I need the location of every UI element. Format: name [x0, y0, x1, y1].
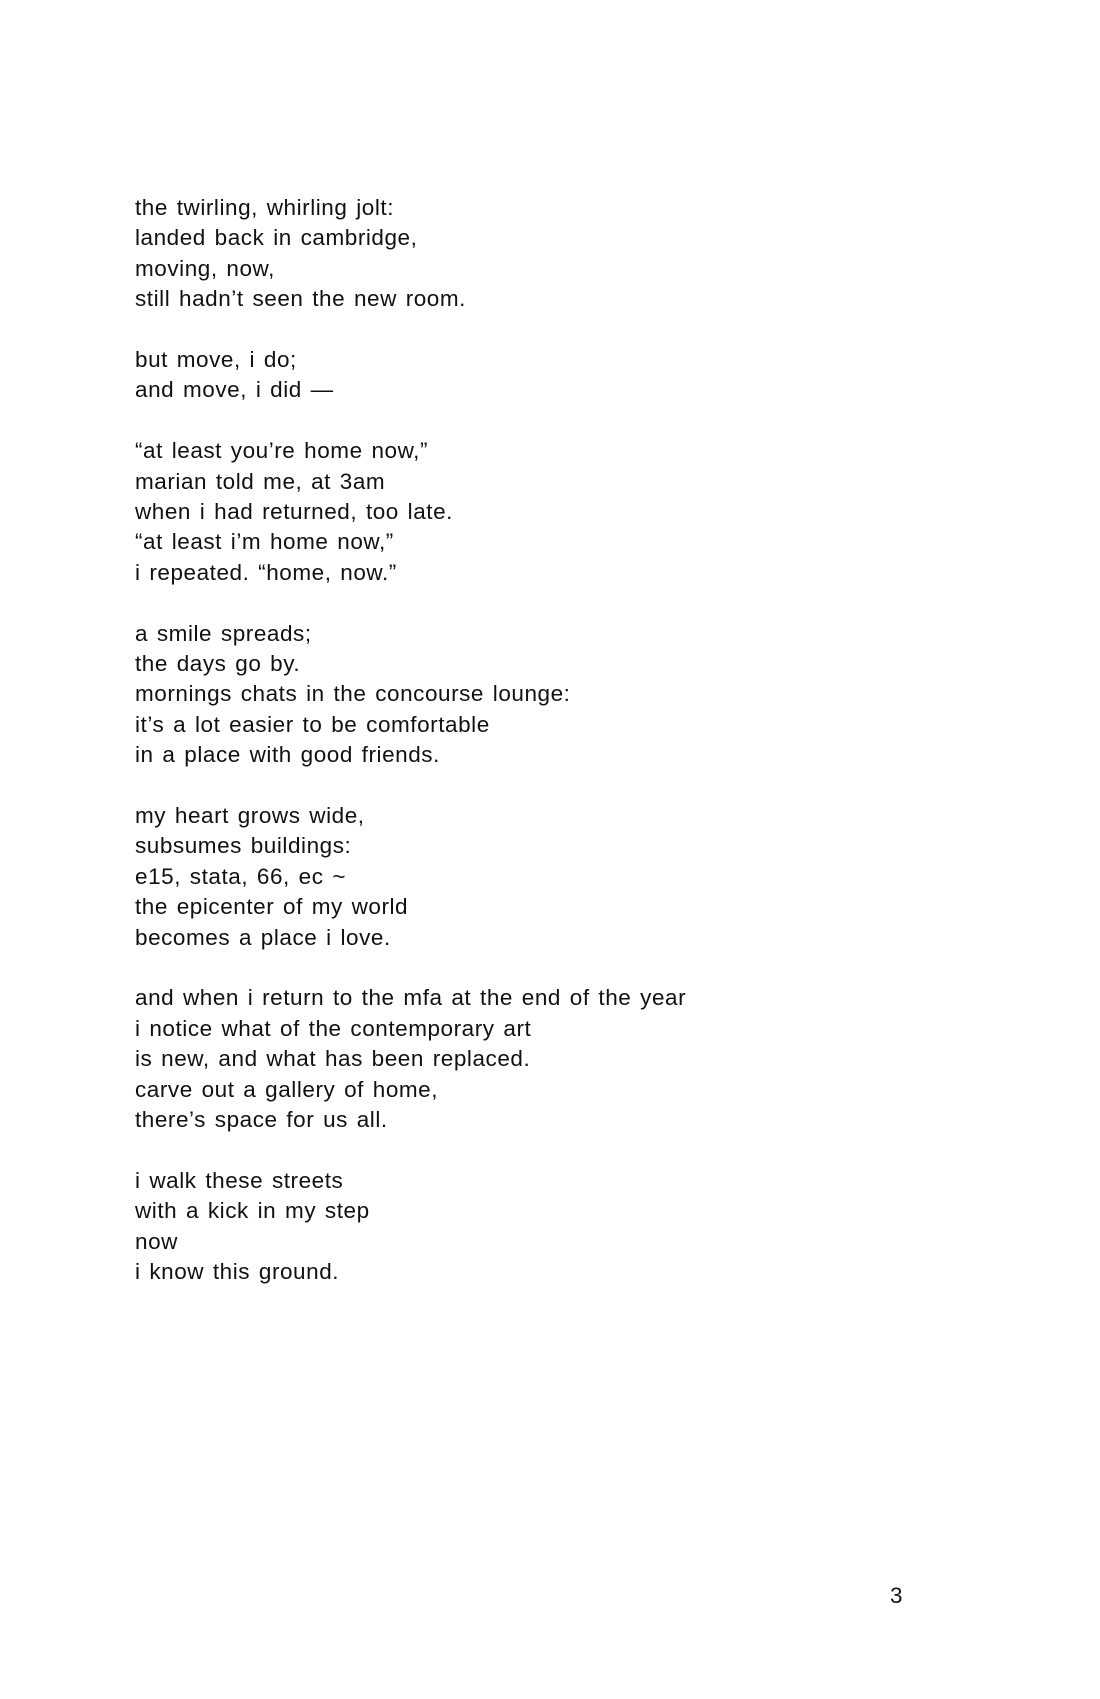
poem-line: a smile spreads; [135, 620, 312, 646]
poem-line: now [135, 1228, 178, 1254]
poem-line: marian told me, at 3am [135, 468, 386, 494]
poem-line: subsumes buildings: [135, 833, 352, 859]
poem-line: moving, now, [135, 255, 275, 281]
stanza-3 [135, 436, 1015, 588]
poem-body [135, 193, 1015, 1288]
poem-line: but move, i do; [135, 347, 297, 373]
poem-line: and when i return to the mfa at the end of the year [135, 985, 687, 1011]
poem-line: “at least i’m home now,” [135, 529, 394, 555]
poem-line: e15, stata, 66, ec ~ [135, 863, 347, 889]
page-number: 3 [890, 1583, 903, 1608]
stanza-2 [135, 345, 1015, 406]
poem-line: becomes a place i love. [135, 924, 391, 950]
poem-line: when i had returned, too late. [135, 499, 453, 525]
stanza-5 [135, 801, 1015, 953]
stanza-6 [135, 983, 1015, 1135]
poem-line: i know this ground. [135, 1259, 340, 1285]
poem-line: with a kick in my step [135, 1198, 370, 1224]
poem-line: the days go by. [135, 651, 301, 677]
poem-line: “at least you’re home now,” [135, 438, 428, 464]
poem-line: i walk these streets [135, 1167, 344, 1193]
poem-line: it’s a lot easier to be comfortable [135, 711, 490, 737]
poem-line: and move, i did — [135, 377, 334, 403]
poem-line: i repeated. “home, now.” [135, 559, 397, 585]
poem-line: mornings chats in the concourse lounge: [135, 681, 571, 707]
poem-line: i notice what of the contemporary art [135, 1015, 532, 1041]
poem-line: carve out a gallery of home, [135, 1076, 439, 1102]
poem-line: landed back in cambridge, [135, 225, 418, 251]
poem-line: the twirling, whirling jolt: [135, 195, 394, 220]
stanza-1 [135, 193, 1015, 315]
stanza-4 [135, 619, 1015, 771]
poem-line: there’s space for us all. [135, 1107, 388, 1133]
poem-line: my heart grows wide, [135, 803, 365, 829]
stanza-7 [135, 1166, 1015, 1288]
poem-line: the epicenter of my world [135, 894, 409, 920]
poem-line: still hadn’t seen the new room. [135, 286, 466, 312]
poem-line: is new, and what has been replaced. [135, 1046, 531, 1072]
poem-line: in a place with good friends. [135, 742, 440, 768]
